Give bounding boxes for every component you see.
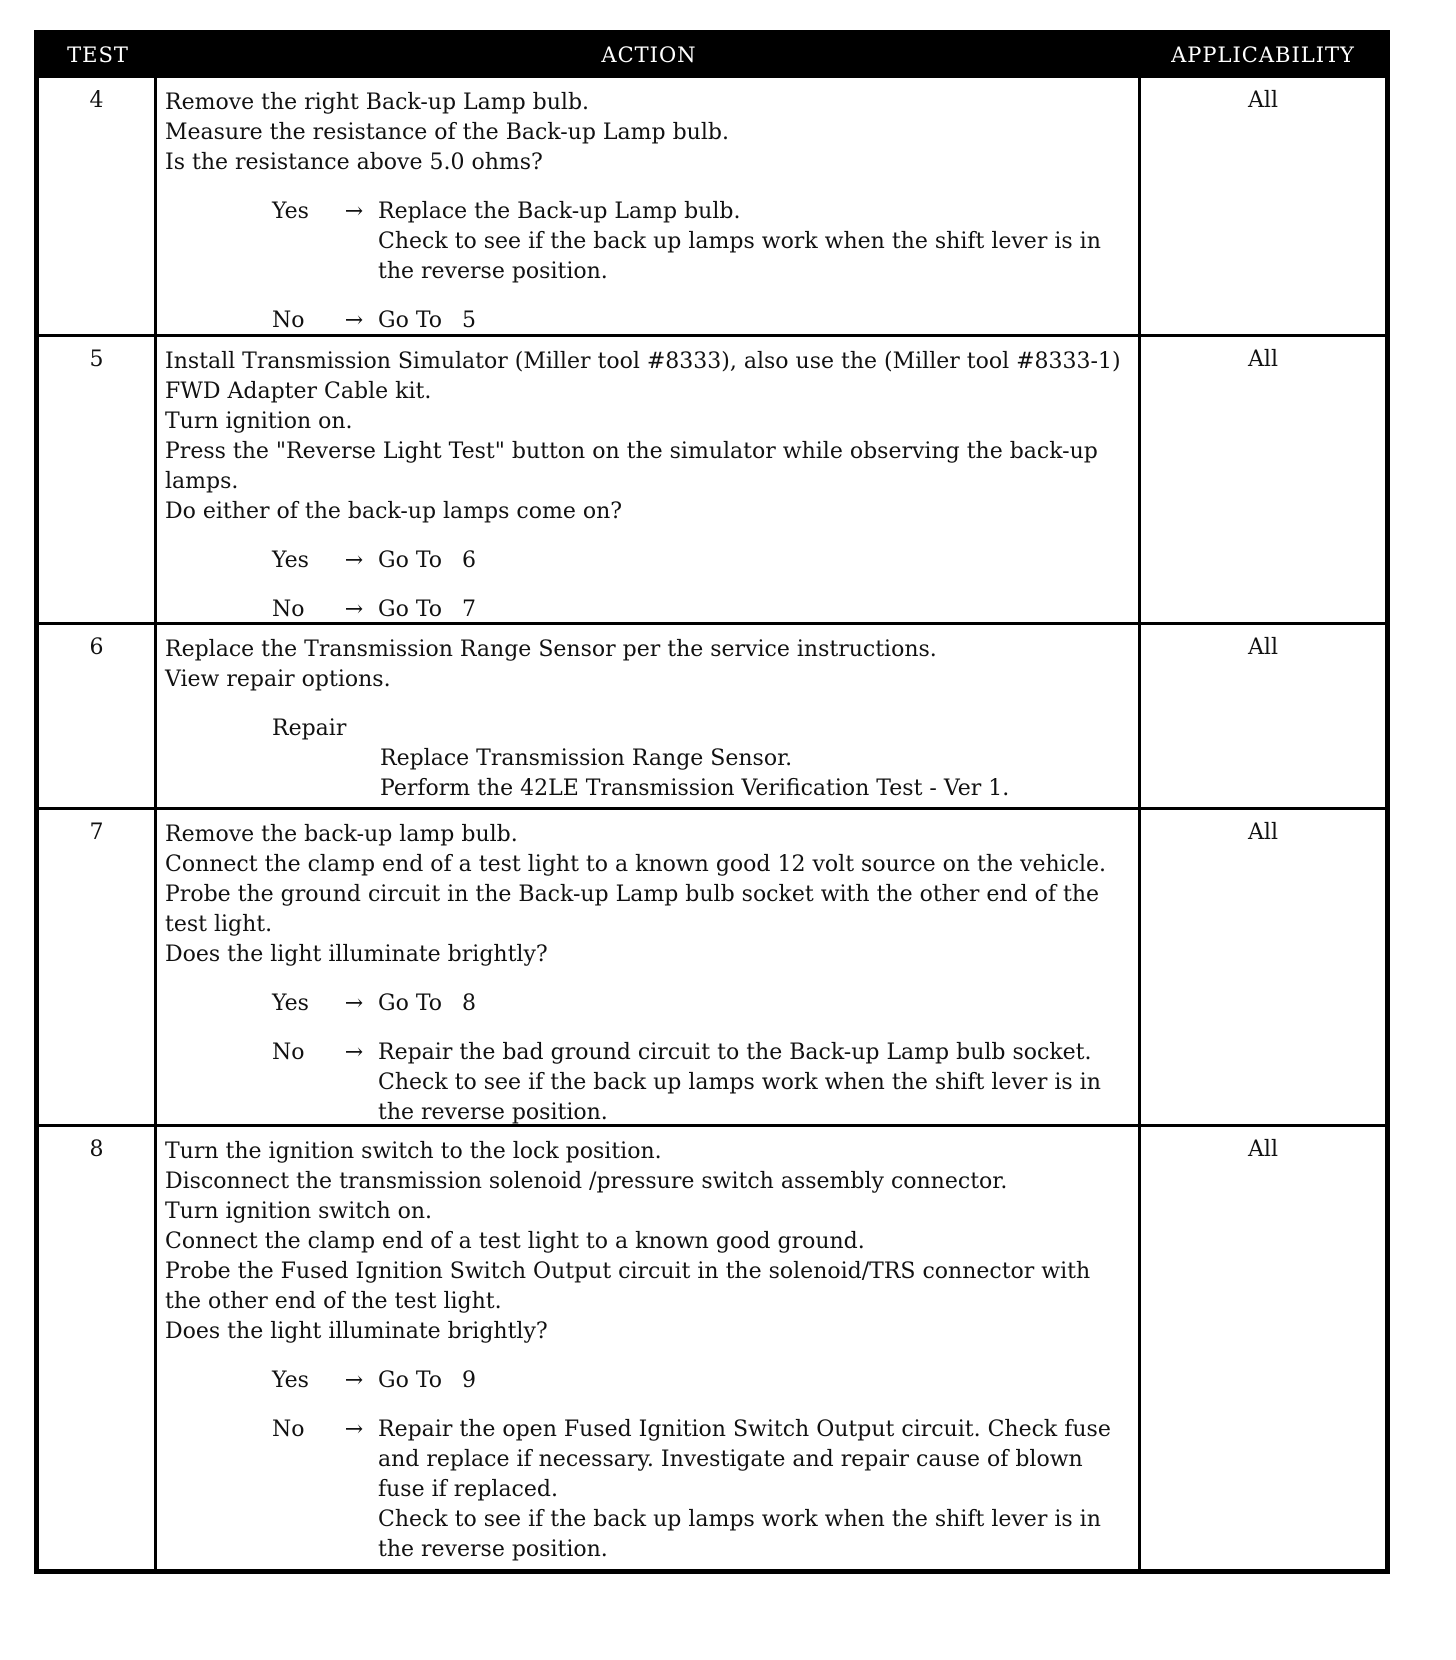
repair-line: Replace Transmission Range Sensor.: [380, 746, 793, 771]
result-line: Check to see if the back up lamps work when the shift lever is in: [378, 1070, 1101, 1095]
no-branch: [165, 1415, 1132, 1565]
goto-number: 7: [462, 597, 477, 622]
goto-text: Go To: [378, 1368, 443, 1393]
test-number: 4: [39, 78, 157, 334]
applicability-cell: All: [1248, 820, 1278, 845]
goto-number: 8: [462, 991, 477, 1016]
table-row: [39, 1124, 1385, 1569]
action-line: test light.: [165, 912, 273, 937]
goto-text: Go To: [378, 597, 443, 622]
action-line: Replace the Transmission Range Sensor per the service instructions.: [165, 637, 937, 662]
action-line: Is the resistance above 5.0 ohms?: [165, 150, 543, 175]
action-line: Disconnect the transmission solenoid /pressure switch assembly connector.: [165, 1169, 1008, 1194]
arrow-icon: →: [344, 308, 364, 333]
action-cell: [157, 810, 1141, 1124]
yes-branch: [165, 989, 1132, 1019]
yes-result: [378, 1366, 1132, 1396]
repair-line: Perform the 42LE Transmission Verification Test - Ver 1.: [380, 776, 1010, 801]
no-label: No: [272, 308, 305, 333]
table-row: [39, 75, 1385, 334]
yes-branch: [165, 197, 1132, 287]
result-line: Repair the open Fused Ignition Switch Output circuit. Check fuse: [378, 1417, 1111, 1442]
no-label: No: [272, 1417, 305, 1442]
action-line: FWD Adapter Cable kit.: [165, 379, 432, 404]
result-line: the reverse position.: [378, 1537, 608, 1562]
no-branch: [165, 306, 1132, 336]
yes-branch: [165, 546, 1132, 576]
arrow-icon: →: [344, 548, 364, 573]
action-line: Measure the resistance of the Back-up Lamp bulb.: [165, 120, 729, 145]
result-line: the reverse position.: [378, 1100, 608, 1125]
action-line: Does the light illuminate brightly?: [165, 1319, 548, 1344]
action-line: Does the light illuminate brightly?: [165, 942, 548, 967]
result-line: fuse if replaced.: [378, 1477, 558, 1502]
arrow-icon: →: [344, 991, 364, 1016]
table-row: [39, 807, 1385, 1124]
action-cell: [157, 337, 1141, 622]
header-test: TEST: [67, 43, 129, 67]
applicability-cell: All: [1248, 347, 1278, 372]
yes-branch: [165, 1366, 1132, 1396]
test-number: 6: [39, 625, 157, 807]
table-header: [39, 35, 1385, 75]
goto-number: 6: [462, 548, 477, 573]
applicability-cell: All: [1248, 88, 1278, 113]
action-line: Install Transmission Simulator (Miller tool #8333), also use the (Miller tool #8333-1): [165, 349, 1121, 374]
action-line: Press the "Reverse Light Test" button on the simulator while observing the back-up: [165, 439, 1098, 464]
result-line: Repair the bad ground circuit to the Back-up Lamp bulb socket.: [378, 1040, 1092, 1065]
repair-label: Repair: [272, 716, 347, 741]
action-line: Connect the clamp end of a test light to a known good 12 volt source on the vehicle.: [165, 852, 1107, 877]
goto-number: 9: [462, 1368, 477, 1393]
action-line: Remove the back-up lamp bulb.: [165, 822, 518, 847]
arrow-icon: →: [344, 1417, 364, 1442]
action-line: Probe the Fused Ignition Switch Output circuit in the solenoid/TRS connector with: [165, 1259, 1091, 1284]
result-line: Replace the Back-up Lamp bulb.: [378, 199, 741, 224]
action-line: View repair options.: [165, 667, 391, 692]
header-action: ACTION: [601, 43, 697, 67]
goto-text: Go To: [378, 308, 443, 333]
yes-label: Yes: [272, 548, 309, 573]
diagnostic-table: [34, 30, 1390, 1574]
test-number: 8: [39, 1127, 157, 1569]
no-label: No: [272, 1040, 305, 1065]
no-result: [378, 1415, 1132, 1565]
action-line: the other end of the test light.: [165, 1289, 502, 1314]
result-line: the reverse position.: [378, 259, 608, 284]
action-cell: [157, 78, 1141, 334]
action-line: Turn ignition on.: [165, 409, 353, 434]
result-line: Check to see if the back up lamps work when the shift lever is in: [378, 1507, 1101, 1532]
header-applicability: APPLICABILITY: [1171, 43, 1355, 67]
no-branch: [165, 1038, 1132, 1128]
no-result: [378, 306, 1132, 336]
yes-result: [378, 546, 1132, 576]
action-line: Turn the ignition switch to the lock position.: [165, 1139, 662, 1164]
result-line: Check to see if the back up lamps work when the shift lever is in: [378, 229, 1101, 254]
no-result: [378, 1038, 1132, 1128]
action-line: Do either of the back-up lamps come on?: [165, 499, 623, 524]
goto-number: 5: [462, 308, 477, 333]
arrow-icon: →: [344, 1368, 364, 1393]
arrow-icon: →: [344, 199, 364, 224]
arrow-icon: →: [344, 1040, 364, 1065]
action-line: Connect the clamp end of a test light to a known good ground.: [165, 1229, 865, 1254]
table-row: [39, 622, 1385, 807]
yes-label: Yes: [272, 199, 309, 224]
yes-label: Yes: [272, 1368, 309, 1393]
no-label: No: [272, 597, 305, 622]
action-line: lamps.: [165, 469, 239, 494]
applicability-cell: All: [1248, 635, 1278, 660]
yes-result: [378, 989, 1132, 1019]
goto-text: Go To: [378, 548, 443, 573]
no-branch: [165, 595, 1132, 625]
table-row: [39, 334, 1385, 622]
action-line: Probe the ground circuit in the Back-up Lamp bulb socket with the other end of the: [165, 882, 1100, 907]
test-number: 5: [39, 337, 157, 622]
test-number: 7: [39, 810, 157, 1124]
applicability-cell: All: [1248, 1137, 1278, 1162]
yes-label: Yes: [272, 991, 309, 1016]
arrow-icon: →: [344, 597, 364, 622]
action-cell: [157, 625, 1141, 807]
no-result: [378, 595, 1132, 625]
action-line: Turn ignition switch on.: [165, 1199, 433, 1224]
result-line: and replace if necessary. Investigate and repair cause of blown: [378, 1447, 1083, 1472]
action-cell: [157, 1127, 1141, 1569]
action-line: Remove the right Back-up Lamp bulb.: [165, 90, 590, 115]
goto-text: Go To: [378, 991, 443, 1016]
yes-result: [378, 197, 1132, 287]
